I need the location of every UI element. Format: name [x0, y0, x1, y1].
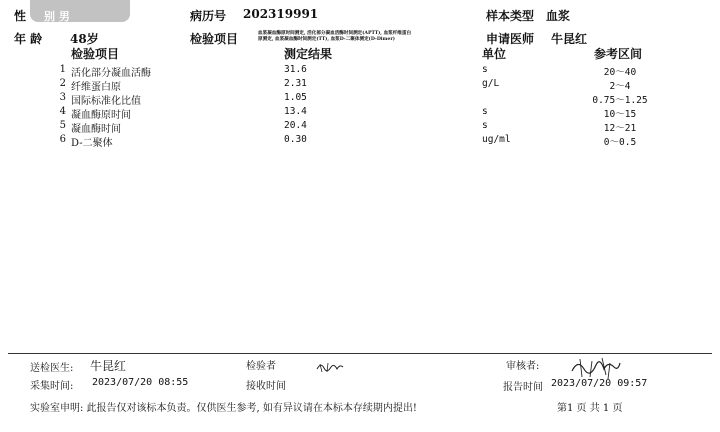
sender-value: 牛昆红 [90, 359, 127, 373]
reference-range: 10～15 [603, 109, 637, 120]
table-row [0, 92, 720, 106]
test-result: 1.05 [284, 92, 307, 103]
col-header-unit: 单位 [482, 47, 507, 61]
receive-time-label: 接收时间 [246, 381, 286, 392]
test-name: 国际标准化比值 [71, 96, 141, 107]
reference-range: 12～21 [603, 123, 637, 134]
row-index: 3 [59, 92, 66, 103]
page-info: 第1 页 共 1 页 [557, 403, 623, 414]
age-label: 年 龄 [14, 32, 43, 46]
test-name: 活化部分凝血活酶 [71, 68, 151, 79]
lab-disclaimer: 实验室申明: 此报告仅对该标本负责。仅供医生参考, 如有异议请在本标本存续期内提出! [30, 403, 417, 414]
test-unit: s [482, 120, 488, 131]
test-items-label: 检验项目 [190, 32, 239, 46]
collect-time-label: 采集时间: [30, 381, 74, 392]
doctor-label: 申请医师 [486, 32, 535, 46]
test-name: 纤维蛋白原 [71, 82, 121, 93]
test-result: 13.4 [284, 106, 307, 117]
col-header-result: 测定结果 [284, 47, 333, 61]
tester-signature [315, 360, 345, 374]
reference-range: 0.75～1.25 [592, 95, 648, 106]
test-result: 2.31 [284, 78, 307, 89]
test-unit: ug/ml [482, 134, 511, 145]
record-number-value: 202319991 [243, 7, 319, 21]
footer-divider [8, 353, 712, 354]
sample-type-value: 血浆 [546, 9, 571, 23]
test-result: 20.4 [284, 120, 307, 131]
test-name: 凝血酶时间 [71, 124, 121, 135]
row-index: 4 [59, 106, 66, 117]
gender-label: 性 [14, 9, 27, 23]
table-row [0, 120, 720, 134]
table-row [0, 64, 720, 78]
table-row [0, 134, 720, 148]
test-unit: s [482, 106, 488, 117]
record-number-label: 病历号 [190, 9, 227, 23]
test-result: 31.6 [284, 64, 307, 75]
table-row [0, 78, 720, 92]
table-row [0, 106, 720, 120]
col-header-item: 检验项目 [71, 47, 120, 61]
reference-range: 2～4 [609, 81, 631, 92]
age-value: 48岁 [70, 32, 99, 46]
sender-label: 送检医生: [30, 363, 74, 374]
reference-range: 20～40 [603, 67, 637, 78]
report-time-label: 报告时间 [503, 382, 543, 393]
row-index: 5 [59, 120, 66, 131]
test-name: 凝血酶原时间 [71, 110, 131, 121]
row-index: 6 [59, 134, 66, 145]
test-items-line2: 原测定, 血浆凝血酶时间测定(TT), 血浆D-二聚体测定(D-Dimer) [258, 37, 395, 42]
reviewer-label: 审核者: [506, 361, 540, 372]
test-items-line1: 血浆凝血酶原时间测定, 活化部分凝血活酶时间测定(APTT), 血浆纤维蛋白 [258, 31, 412, 36]
col-header-reference: 参考区间 [594, 47, 643, 61]
row-index: 1 [59, 64, 66, 75]
test-result: 0.30 [284, 134, 307, 145]
report-time-value: 2023/07/20 09:57 [551, 378, 648, 389]
reference-range: 0～0.5 [603, 137, 637, 148]
test-unit: g/L [482, 78, 500, 89]
test-unit: s [482, 64, 488, 75]
sample-type-label: 样本类型 [486, 9, 535, 23]
row-index: 2 [59, 78, 66, 89]
tester-label: 检验者 [246, 361, 276, 372]
overlay-text: 别 男 [44, 10, 70, 23]
collect-time-value: 2023/07/20 08:55 [92, 377, 189, 388]
doctor-value: 牛昆红 [551, 32, 588, 46]
test-name: D-二聚体 [71, 138, 113, 149]
